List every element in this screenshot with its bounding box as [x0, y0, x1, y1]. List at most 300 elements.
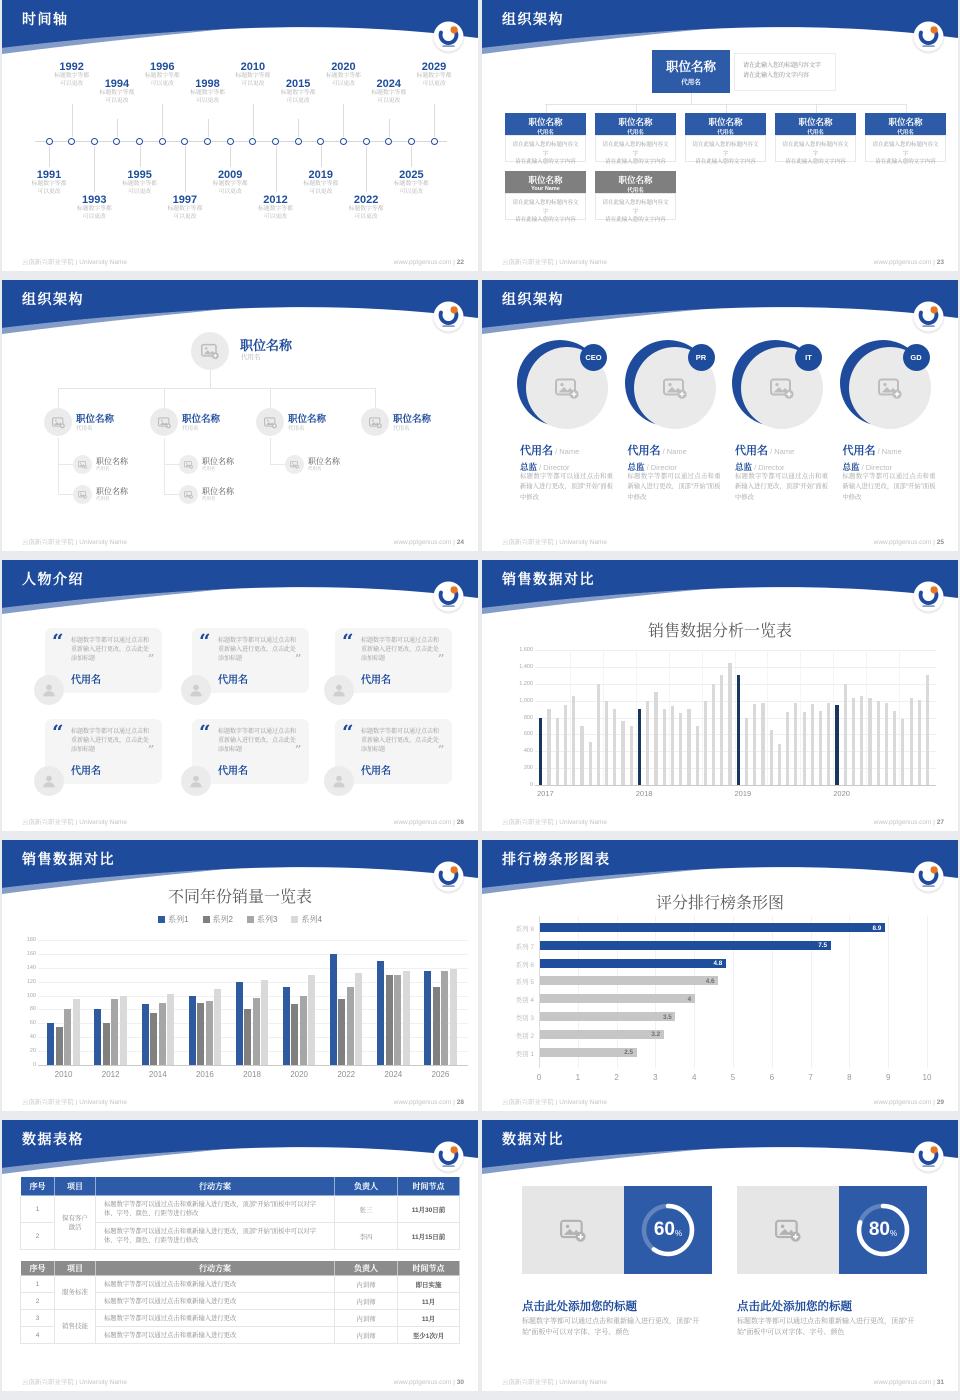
- footer-site: www.pptgenius.com | 24: [393, 539, 464, 546]
- page-number: 25: [936, 539, 944, 546]
- bar: [403, 971, 410, 1065]
- x-tick-label: 0: [536, 1073, 542, 1082]
- person-card-name: 代用名: [71, 766, 101, 777]
- table-row: [21, 1310, 460, 1327]
- bar: [291, 1004, 298, 1065]
- bar-value-label: 4: [687, 995, 692, 1003]
- bar: [450, 969, 457, 1065]
- bar: [671, 706, 674, 785]
- timeline-caption: 标题数字等都: [416, 73, 452, 79]
- table-cell: 标题数字等都可以通过点击和重新输入进行更改: [96, 1310, 335, 1327]
- timeline-stem: [389, 119, 390, 137]
- bar: [761, 703, 764, 785]
- slide-title: 组织架构: [502, 291, 564, 307]
- footer-site-url: www.pptgenius.com: [393, 1099, 452, 1106]
- footer-site-url: www.pptgenius.com: [393, 259, 452, 266]
- y-tick-label: 600: [523, 731, 533, 738]
- bar: [597, 684, 600, 785]
- chart-title: 不同年份销量一览表: [167, 889, 312, 906]
- timeline-caption: 可以更改: [127, 188, 152, 195]
- bar: [300, 996, 307, 1065]
- bar: [94, 1009, 101, 1065]
- bar: [189, 996, 196, 1065]
- university-logo-icon: [913, 581, 944, 617]
- connector: [58, 388, 59, 408]
- image-placeholder-box: [522, 1186, 624, 1274]
- slide-28-grouped-bar-chart[interactable]: [2, 840, 478, 1111]
- image-placeholder-icon: [560, 1217, 586, 1243]
- bar-value-label: 2.5: [624, 1049, 633, 1057]
- connector: [210, 370, 211, 388]
- y-tick-label: 800: [523, 714, 533, 721]
- timeline-caption: 可以更改: [399, 188, 423, 195]
- bar: [556, 718, 559, 786]
- bar: [261, 980, 268, 1065]
- avatar-placeholder: [150, 408, 178, 436]
- connector: [164, 438, 165, 494]
- bar: [877, 701, 880, 785]
- slide-content: [482, 840, 958, 1098]
- org-node-title: 职位名称: [76, 414, 115, 425]
- bar: [394, 975, 401, 1065]
- y-tick-label: 60: [29, 1020, 36, 1027]
- bar: [852, 698, 855, 785]
- profile-desc: 标题数字等都可以通过点击和重新输入进行更改，顶部“开始”面板中修改: [520, 473, 613, 501]
- timeline-stem: [276, 146, 277, 192]
- org-root-title: 职位名称: [665, 60, 716, 74]
- timeline-caption: 标题数字等都: [371, 90, 407, 96]
- timeline-node: [317, 138, 324, 145]
- timeline-caption: 标题数字等都: [326, 73, 361, 79]
- connector: [270, 438, 271, 464]
- bar: [56, 1027, 63, 1065]
- slide-content: [482, 0, 958, 258]
- y-tick-label: 40: [29, 1034, 36, 1041]
- slide-22-timeline[interactable]: [2, 0, 478, 271]
- bar-value-label: 4.8: [713, 960, 723, 968]
- person-card-text: 标题数字等都可以通过点击和重新输入进行更改，点击此处添加标题: [218, 729, 297, 753]
- timeline-item: [207, 169, 253, 196]
- close-quote-icon: ”: [295, 743, 302, 756]
- person-icon: [331, 773, 347, 789]
- bar: [704, 701, 707, 785]
- avatar-placeholder: [179, 485, 198, 504]
- person-avatar: [181, 766, 211, 796]
- slide-31-donut-compare[interactable]: [482, 1120, 958, 1391]
- person-card-text: 标题数字等都可以通过点击和重新输入进行更改，点击此处添加标题: [361, 729, 440, 753]
- gridline-h: [38, 1065, 468, 1066]
- legend-item: 系列1: [158, 914, 188, 925]
- table-header-cell: 项目: [55, 1261, 96, 1276]
- avatar-placeholder: [285, 455, 304, 474]
- table-header-cell: 序号: [21, 1261, 55, 1276]
- avatar-placeholder: [361, 408, 389, 436]
- timeline-year: 2020: [331, 61, 356, 73]
- open-quote-icon: “: [342, 720, 354, 744]
- person-icon: [331, 682, 347, 698]
- bar: [64, 1009, 71, 1065]
- timeline-stem: [185, 146, 186, 192]
- bar: [236, 982, 243, 1065]
- bar: [679, 713, 682, 785]
- bar: [197, 1003, 204, 1066]
- timeline-stem: [117, 119, 118, 137]
- timeline-stem: [208, 119, 209, 137]
- timeline-item: [366, 78, 412, 105]
- table-cell: 张三: [335, 1196, 398, 1223]
- connector: [270, 388, 271, 408]
- profile-badge: PR: [688, 344, 715, 371]
- avatar-placeholder: [73, 455, 92, 474]
- profile-role: 总监 / Director: [735, 462, 785, 472]
- timeline-caption: 可以更改: [150, 80, 174, 87]
- org-box-desc: 请在此输入您的标题内容文字 请在此输入您的文字内容: [775, 135, 856, 162]
- profile-badge: CEO: [580, 344, 607, 371]
- timeline-node: [91, 138, 98, 145]
- org-root-box: [652, 50, 730, 93]
- footer-university: 云南新兴职业学院 | University Name: [22, 539, 127, 546]
- slide-title: 组织架构: [22, 291, 84, 307]
- bar: [737, 675, 740, 785]
- x-tick-label: 2019: [734, 789, 752, 798]
- timeline-caption: 标题数字等都: [122, 181, 157, 187]
- profile-role: 总监 / Director: [842, 462, 893, 472]
- connector: [375, 388, 376, 408]
- timeline-stem: [49, 146, 50, 167]
- slide-24-org-tree[interactable]: [2, 280, 478, 551]
- panel-desc: 标题数字等都可以通过点击和重新输入进行更改，顶部“开始”面板中可以对字体、字号、颜色: [522, 1318, 700, 1336]
- gridline-h: [38, 940, 468, 941]
- page-number: 22: [456, 259, 464, 266]
- bar: [696, 726, 699, 785]
- bar: [844, 684, 847, 785]
- x-tick-label: 4: [691, 1073, 697, 1082]
- slide-title: 排行榜条形图表: [502, 851, 611, 867]
- table-header-cell: 负责人: [335, 1261, 398, 1276]
- table-cell: 1: [21, 1196, 55, 1223]
- bar: [926, 675, 929, 785]
- footer-site-url: www.pptgenius.com: [393, 539, 452, 546]
- footer-site: www.pptgenius.com | 23: [873, 259, 944, 266]
- timeline-year: 2009: [217, 169, 243, 181]
- timeline-stem: [434, 104, 435, 137]
- connector: [906, 104, 907, 113]
- image-placeholder-icon: [770, 376, 794, 400]
- bar: [73, 999, 80, 1065]
- person-avatar: [34, 675, 64, 705]
- table-cell: 4: [21, 1327, 55, 1344]
- profile-desc: 标题数字等都可以通过点击和重新输入进行更改，顶部“开始”面板中修改: [735, 473, 828, 501]
- close-quote-icon: ”: [148, 652, 155, 665]
- university-logo-icon: [913, 21, 944, 57]
- timeline-stem: [162, 104, 163, 137]
- footer-site: www.pptgenius.com | 26: [393, 819, 464, 826]
- timeline-stem: [321, 146, 322, 167]
- bar: [142, 1004, 149, 1065]
- timeline-year: 2019: [308, 169, 334, 181]
- footer-site: www.pptgenius.com | 27: [873, 819, 944, 826]
- connector: [270, 464, 285, 465]
- bar: [778, 744, 781, 785]
- org-box-desc: 请在此输入您的标题内容文字 请在此输入您的文字内容: [865, 135, 946, 162]
- slide-content: [2, 280, 478, 538]
- timeline-year: 2029: [421, 61, 447, 73]
- page-number: 24: [456, 539, 464, 546]
- y-tick-label: 0: [529, 782, 533, 788]
- profile-role: 总监 / Director: [627, 462, 678, 472]
- open-quote-icon: “: [199, 629, 211, 653]
- bar: [539, 718, 542, 786]
- slide-content: [482, 1120, 958, 1378]
- y-tick-label: 20: [29, 1048, 36, 1055]
- connector: [164, 388, 165, 408]
- footer-site-url: www.pptgenius.com: [873, 1379, 932, 1386]
- slide-29-ranking-bar-chart[interactable]: [482, 840, 958, 1111]
- footer-university: 云南新兴职业学院 | University Name: [22, 1099, 127, 1106]
- bar-value-label: 3.5: [663, 1013, 672, 1021]
- timeline-item: [94, 78, 140, 105]
- bar: [803, 712, 806, 785]
- y-tick-label: 1,400: [519, 663, 533, 670]
- y-tick-label: 1,200: [519, 680, 533, 687]
- slide-content: [2, 840, 478, 1098]
- bar: [885, 703, 888, 785]
- timeline-node: [159, 138, 166, 145]
- bar: [819, 711, 822, 785]
- bar: [433, 987, 440, 1065]
- gridline-v: [539, 916, 540, 1068]
- timeline-caption: 标题数字等都: [31, 181, 67, 187]
- x-tick-label: 2018: [243, 1070, 261, 1079]
- table-header-cell: 行动方案: [96, 1261, 335, 1276]
- bar: [638, 709, 641, 785]
- y-tick-label: 140: [26, 964, 36, 971]
- chart-title: 销售数据分析一览表: [647, 623, 792, 640]
- timeline-node: [68, 138, 75, 145]
- category-label: 类别 4: [515, 997, 534, 1005]
- bar: [687, 709, 690, 785]
- image-placeholder-icon: [555, 376, 579, 400]
- timeline-item: [253, 194, 299, 221]
- image-placeholder-icon: [158, 416, 171, 429]
- person-card-text: 标题数字等都可以通过点击和重新输入进行更改，点击此处添加标题: [71, 729, 150, 753]
- slide-content: [482, 280, 958, 538]
- avatar-placeholder: [44, 408, 72, 436]
- timeline-stem: [411, 146, 412, 167]
- donut-percent: 60 %: [653, 1219, 683, 1240]
- org-box-desc: 请在此输入您的标题内容文字 请在此输入您的文字内容: [505, 135, 586, 162]
- category-label: 类别 1: [515, 1050, 534, 1058]
- timeline-caption: 标题数字等都: [348, 206, 384, 212]
- footer-university: 云南新兴职业学院 | University Name: [502, 259, 607, 266]
- x-tick-label: 1: [575, 1073, 581, 1082]
- bar: [621, 721, 624, 785]
- slide-content: [2, 560, 478, 818]
- bar: [386, 975, 393, 1065]
- bar-value-label: 7.5: [818, 942, 827, 950]
- connector: [164, 494, 179, 495]
- timeline-stem: [298, 119, 299, 137]
- connector: [58, 464, 73, 465]
- table-header-cell: 序号: [21, 1177, 55, 1196]
- bar: [167, 994, 174, 1065]
- page-number: 28: [456, 1099, 464, 1106]
- timeline-year: 1997: [172, 194, 198, 206]
- category-label: 类别 2: [515, 1032, 534, 1040]
- person-card-text: 标题数字等都可以通过点击和重新输入进行更改，点击此处添加标题: [361, 638, 440, 662]
- bar: [159, 1003, 166, 1066]
- bar: [630, 726, 633, 785]
- timeline-caption: 标题数字等都: [303, 181, 339, 187]
- x-tick-label: 7: [808, 1073, 813, 1082]
- table-cell: 李四: [335, 1223, 398, 1250]
- table-row: [21, 1276, 460, 1293]
- org-subnode-sub: 代用名: [202, 496, 216, 501]
- person-avatar: [34, 766, 64, 796]
- table-cell: 服务标准: [55, 1276, 96, 1310]
- bar: [244, 1009, 251, 1065]
- panel-title: 点击此处添加您的标题: [522, 1301, 637, 1313]
- x-tick-label: 2016: [195, 1070, 214, 1079]
- org-box-desc: 请在此输入您的标题内容文字 请在此输入您的文字内容: [685, 135, 766, 162]
- timeline-item: [275, 78, 321, 105]
- bar: [441, 971, 448, 1065]
- footer-site: www.pptgenius.com | 22: [393, 259, 464, 266]
- org-node-sub: 代用名: [393, 426, 410, 432]
- person-card-name: 代用名: [218, 766, 248, 777]
- bar: [918, 700, 921, 785]
- page-number: 23: [936, 259, 944, 266]
- org-box-header: 职位名称 代用名: [685, 113, 766, 135]
- gridline-h: [535, 684, 936, 685]
- bar: [786, 712, 789, 785]
- timeline-caption: 可以更改: [263, 213, 288, 220]
- x-tick-label: 8: [847, 1073, 852, 1082]
- person-avatar: [324, 766, 354, 796]
- page-number: 26: [456, 819, 464, 826]
- university-logo-icon: [433, 1141, 464, 1177]
- slide-26-people-cards[interactable]: [2, 560, 478, 831]
- profile-name: 代用名 / Name: [627, 445, 687, 457]
- slide-title: 数据表格: [22, 1131, 84, 1147]
- table-cell: 内训师: [335, 1327, 398, 1344]
- gridline-v: [888, 916, 889, 1068]
- gridline-v: [849, 916, 850, 1068]
- slide-27-monthly-bar-chart[interactable]: [482, 560, 958, 831]
- table-header-cell: 时间节点: [398, 1261, 460, 1276]
- timeline-year: 1992: [59, 61, 84, 73]
- bar: [860, 696, 863, 785]
- slide-25-org-profiles[interactable]: [482, 280, 958, 551]
- table-cell: 销售技能: [55, 1310, 96, 1344]
- x-tick-label: 2020: [290, 1070, 308, 1079]
- org-box-desc: 请在此输入您的标题内容文字 请在此输入您的文字内容: [595, 135, 676, 162]
- timeline-caption: 标题数字等都: [258, 206, 293, 212]
- bar: [540, 923, 885, 932]
- timeline-caption: 可以更改: [173, 213, 197, 220]
- image-placeholder-box: [737, 1186, 839, 1274]
- gridline-v: [694, 916, 695, 1068]
- timeline-node: [272, 138, 279, 145]
- timeline-year: 1996: [150, 61, 175, 73]
- timeline-caption: 可以更改: [377, 97, 401, 104]
- connector: [164, 464, 179, 465]
- footer-site-url: www.pptgenius.com: [873, 259, 932, 266]
- university-logo-icon: [913, 1141, 944, 1177]
- slide-30-data-tables[interactable]: [2, 1120, 478, 1391]
- timeline-caption: 标题数字等都: [54, 73, 90, 79]
- gridline-h: [535, 667, 936, 668]
- bar: [283, 987, 290, 1065]
- bar: [728, 663, 731, 785]
- close-quote-icon: ”: [295, 652, 302, 665]
- bar: [794, 703, 797, 785]
- y-tick-label: 100: [26, 992, 36, 999]
- person-icon: [188, 773, 204, 789]
- chart-title: 评分排行榜条形图: [655, 895, 784, 912]
- org-subnode-sub: 代用名: [202, 466, 216, 471]
- bar: [580, 726, 583, 785]
- page-number: 27: [936, 819, 944, 826]
- table-cell: 内训师: [335, 1293, 398, 1310]
- bar: [540, 994, 695, 1003]
- timeline-caption: 可以更改: [309, 188, 333, 195]
- bar: [893, 711, 896, 785]
- gridline-v: [617, 916, 618, 1068]
- table-cell: 11月30日前: [398, 1196, 460, 1223]
- timeline-caption: 标题数字等都: [280, 90, 316, 96]
- university-logo-icon: [913, 861, 944, 897]
- gridline-v: [772, 916, 773, 1068]
- org-node-title: 职位名称: [240, 338, 293, 353]
- table-cell: 保有客户激活: [55, 1196, 96, 1250]
- bar: [605, 701, 608, 785]
- timeline-node: [46, 138, 53, 145]
- connector: [58, 388, 375, 389]
- timeline-year: 2015: [285, 78, 311, 90]
- timeline-node: [136, 138, 143, 145]
- image-placeholder-icon: [369, 416, 382, 429]
- timeline-stem: [253, 104, 254, 137]
- connector: [58, 494, 73, 495]
- gridline-h: [535, 650, 936, 651]
- bar: [347, 987, 354, 1065]
- timeline-item: [343, 194, 389, 221]
- slide-23-org-boxes[interactable]: [482, 0, 958, 271]
- timeline-item: [411, 61, 457, 88]
- person-card-name: 代用名: [71, 675, 101, 686]
- footer-site-url: www.pptgenius.com: [393, 1379, 452, 1386]
- timeline-node: [408, 138, 415, 145]
- timeline-year: 2010: [240, 61, 266, 73]
- timeline-year: 2025: [399, 169, 424, 181]
- timeline-caption: 标题数字等都: [235, 73, 271, 79]
- bar: [103, 1023, 110, 1065]
- org-box-header: 职位名称 代用名: [595, 171, 676, 193]
- timeline-caption: 可以更改: [422, 80, 446, 87]
- profile-name: 代用名 / Name: [735, 445, 795, 457]
- footer-university: 云南新兴职业学院 | University Name: [502, 1099, 607, 1106]
- org-subnode-sub: 代用名: [96, 496, 110, 501]
- footer-university: 云南新兴职业学院 | University Name: [22, 259, 127, 266]
- legend-item: 系列2: [203, 914, 233, 925]
- timeline-caption: 可以更改: [286, 97, 310, 104]
- org-root-note: 请在此输入您的标题内容文字 请在此输入您的文字内容: [734, 53, 836, 91]
- close-quote-icon: ”: [438, 743, 445, 756]
- org-node-sub: 代用名: [76, 426, 93, 432]
- org-box-desc: 请在此输入您的标题内容文字 请在此输入您的文字内容: [595, 193, 676, 220]
- bar: [589, 742, 592, 785]
